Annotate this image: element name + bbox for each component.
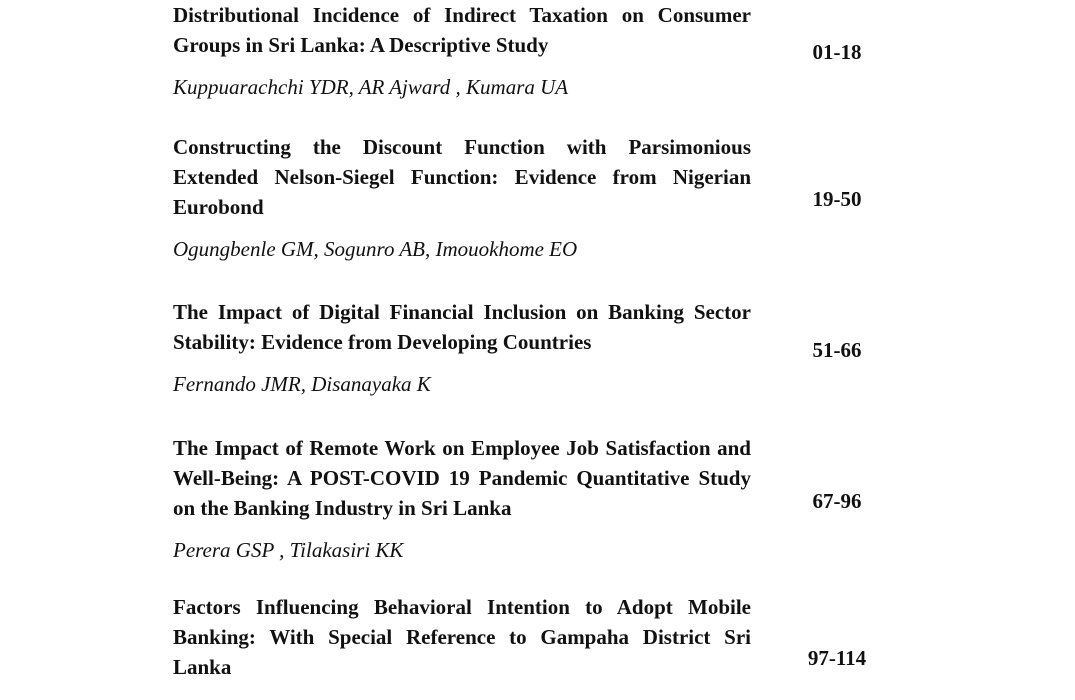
article-authors: Perera GSP , Tilakasiri KK bbox=[173, 538, 404, 562]
article-authors: Kuppuarachchi YDR, AR Ajward , Kumara UA bbox=[173, 75, 569, 99]
article-title: Constructing the Discount Function with Parsimonious Extended Nelson-Siegel Function: Evidence from Nigerian Eurobond bbox=[173, 135, 751, 219]
page-range: 19-50 bbox=[812, 187, 862, 211]
article-authors: Fernando JMR, Disanayaka K bbox=[173, 372, 431, 396]
toc-entry bbox=[173, 297, 751, 399]
page-range: 67-96 bbox=[812, 489, 862, 513]
page-range: 01-18 bbox=[812, 40, 862, 64]
toc-entry bbox=[173, 433, 751, 565]
page-range: 51-66 bbox=[812, 338, 862, 362]
article-title: Factors Influencing Behavioral Intention to Adopt Mobile Banking: With Special Reference to Gampaha District Sri Lanka bbox=[173, 595, 751, 679]
article-authors: Ogungbenle GM, Sogunro AB, Imouokhome EO bbox=[173, 237, 578, 261]
article-title: The Impact of Digital Financial Inclusion on Banking Sector Stability: Evidence from Developing Countries bbox=[173, 300, 751, 354]
article-title: The Impact of Remote Work on Employee Job Satisfaction and Well-Being: A POST-COVID 19 Pandemic Quantitative Study on the Banking Industry in Sri Lanka bbox=[173, 436, 751, 520]
toc-entry bbox=[173, 592, 751, 682]
toc-entry bbox=[173, 132, 751, 264]
toc-entry bbox=[173, 0, 751, 102]
article-title: Distributional Incidence of Indirect Taxation on Consumer Groups in Sri Lanka: A Descriptive Study bbox=[173, 3, 751, 57]
page-range: 97-114 bbox=[807, 646, 867, 670]
